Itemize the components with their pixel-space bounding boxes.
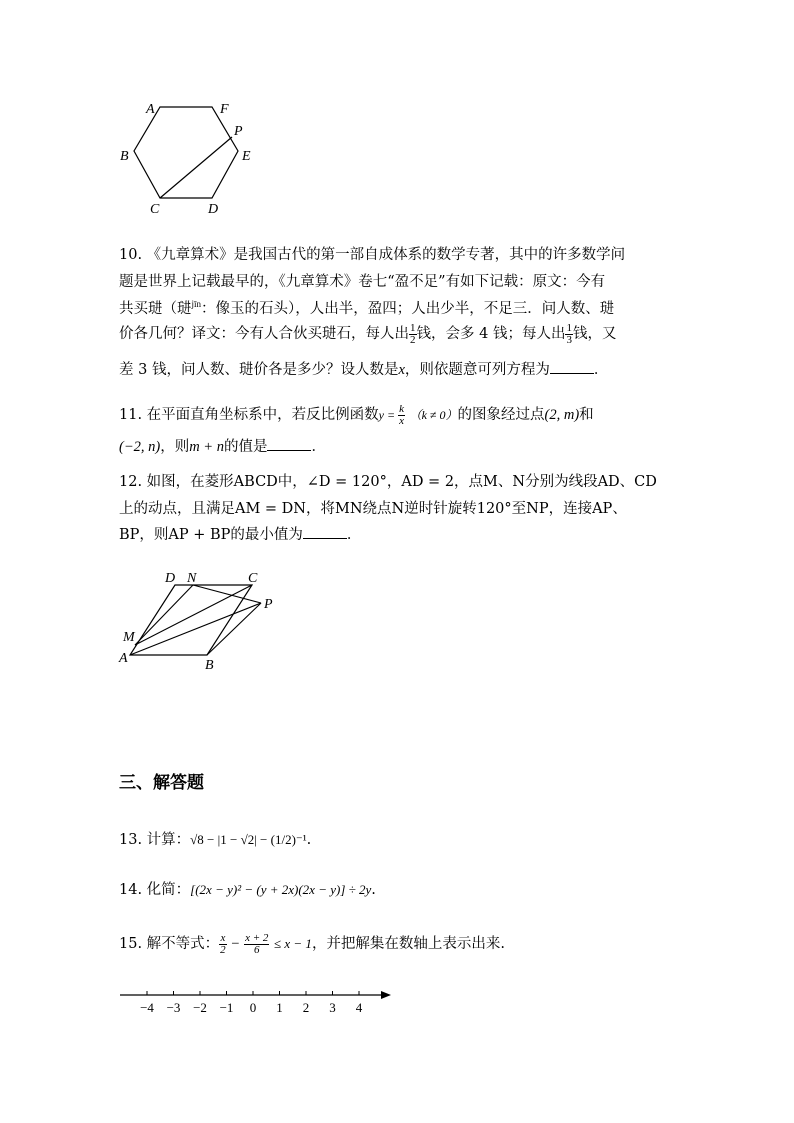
number-line-tick-label: −2 (193, 1000, 207, 1015)
q10-line3 (119, 297, 614, 318)
number-line-tick-label: −4 (140, 1000, 154, 1015)
rh-label-D: D (165, 571, 176, 586)
q12-answer-blank (303, 524, 347, 539)
hex-label-C: C (150, 202, 160, 217)
q10-line5b: ，则依题意可列方程为 (404, 362, 550, 378)
hex-label-F: F (220, 102, 229, 117)
q10-line4b: 钱，会多 4 钱；每人出 (416, 326, 566, 342)
q11-line1b: 的图象经过点 (457, 407, 545, 423)
hex-label-B: B (120, 149, 129, 164)
q11-condition: （k ≠ 0） (409, 408, 458, 422)
rh-label-P: P (264, 597, 273, 612)
number-line-tick-label: 2 (302, 1000, 310, 1015)
q12-line3a: BP，则AP + BP的最小值为 (119, 527, 303, 543)
q12-line1: 12. 如图，在菱形ABCD中，∠D = 120°，AD = 2，点M、N分别为线段AD、CD (119, 474, 657, 490)
q10-frac-third: $\frac{1}{3}$ (566, 321, 572, 346)
number-line (115, 985, 405, 1025)
q10-line2: 题是世界上记载最早的，《九章算术》卷七“盈不足”有如下记载：原文：今有 (119, 274, 606, 290)
q14-label: 14. 化简： (119, 882, 191, 898)
q15-frac-x2-6: $\frac{x + 2}{6}$ (245, 931, 269, 956)
q14-end: . (371, 882, 376, 898)
rhombus-figure (115, 565, 285, 675)
number-line-tick-label: 4 (355, 1000, 363, 1015)
q10-line1: 10. 《九章算术》是我国古代的第一部自成体系的数学专著，其中的许多数学问 (119, 247, 626, 263)
q11-line2c: ． (311, 439, 326, 455)
q10-line4 (119, 322, 616, 346)
number-line-tick-label: 1 (276, 1000, 283, 1015)
q13-end: . (306, 832, 312, 848)
q11-point1: (2, m) (544, 407, 580, 423)
number-line-tick-label: −1 (219, 1000, 234, 1015)
q11-line1a: 11. 在平面直角坐标系中，若反比例函数 (119, 407, 379, 423)
q10-answer-blank (550, 359, 594, 374)
q10-line4a: 价各几何？译文：今有人合伙买琎石，每人出 (119, 326, 409, 342)
q10-pinyin: jīn (191, 299, 202, 310)
rh-label-M: M (123, 630, 135, 645)
number-line-arrow-icon (381, 991, 391, 999)
q11-line1 (119, 403, 594, 427)
number-line-tick-label: 3 (329, 1000, 336, 1015)
rh-label-C: C (248, 571, 258, 586)
q11-line2 (119, 435, 326, 456)
q13-expression: √8 − |1 − √2| − (1/2)⁻¹ (190, 832, 307, 847)
hex-label-P: P (234, 124, 243, 139)
hex-label-D: D (208, 202, 219, 217)
number-line-tick-label: 0 (249, 1000, 257, 1015)
q15-label: 15. 解不等式： (119, 936, 220, 952)
rh-label-A: A (119, 651, 128, 666)
q11-point2: (−2, n) (119, 439, 161, 455)
q11-line2a: ，则 (160, 439, 190, 455)
q11-line1c: 和 (579, 407, 594, 423)
q10-line5 (119, 358, 608, 379)
number-line-tick-label: −3 (166, 1000, 181, 1015)
q15-tail: ，并把解集在数轴上表示出来. (311, 936, 506, 952)
q10-line5a: 差 3 钱，问人数、琎价各是多少？设人数是 (119, 362, 399, 378)
q15-frac-x-2: $\frac{x}{2}$ (220, 931, 226, 956)
rh-label-B: B (205, 658, 214, 673)
q11-frac-k-x: $\frac{k}{x}$ (399, 402, 404, 427)
q11-answer-blank (267, 436, 311, 451)
q10-line4c: 钱，又 (572, 326, 617, 342)
hex-label-E: E (242, 149, 251, 164)
q11-expr: m + n (189, 439, 224, 455)
q15-line (119, 932, 505, 956)
q11-func-y: y = (378, 408, 399, 422)
q12-line3b: ． (346, 527, 362, 543)
q14-line (119, 878, 376, 899)
q14-expression: [(2x − y)² − (y + 2x)(2x − y)] ÷ 2y (190, 882, 372, 897)
q10-line3b: ：像玉的石头），人出半，盈四；人出少半，不足三．问人数、琎 (201, 301, 615, 317)
q10-var-x: x (398, 362, 405, 378)
rh-label-N: N (187, 571, 197, 586)
q13-line (119, 828, 311, 849)
q13-label: 13. 计算： (119, 832, 191, 848)
q12-line3 (119, 523, 361, 544)
q15-minus: − (231, 936, 240, 952)
section-three-title: 三、解答题 (119, 773, 204, 793)
q12-line2: 上的动点，且满足AM = DN，将MN绕点N逆时针旋转120°至NP，连接AP、 (119, 501, 627, 517)
q10-frac-half: $\frac{1}{2}$ (410, 321, 416, 346)
hexagon-figure (110, 95, 280, 225)
hex-label-A: A (146, 102, 155, 117)
q10-line5c: ． (593, 362, 609, 378)
q15-rhs: ≤ x − 1 (274, 936, 312, 951)
q10-line3a: 共买琎（琎 (119, 301, 192, 317)
q11-line2b: 的值是 (223, 439, 268, 455)
